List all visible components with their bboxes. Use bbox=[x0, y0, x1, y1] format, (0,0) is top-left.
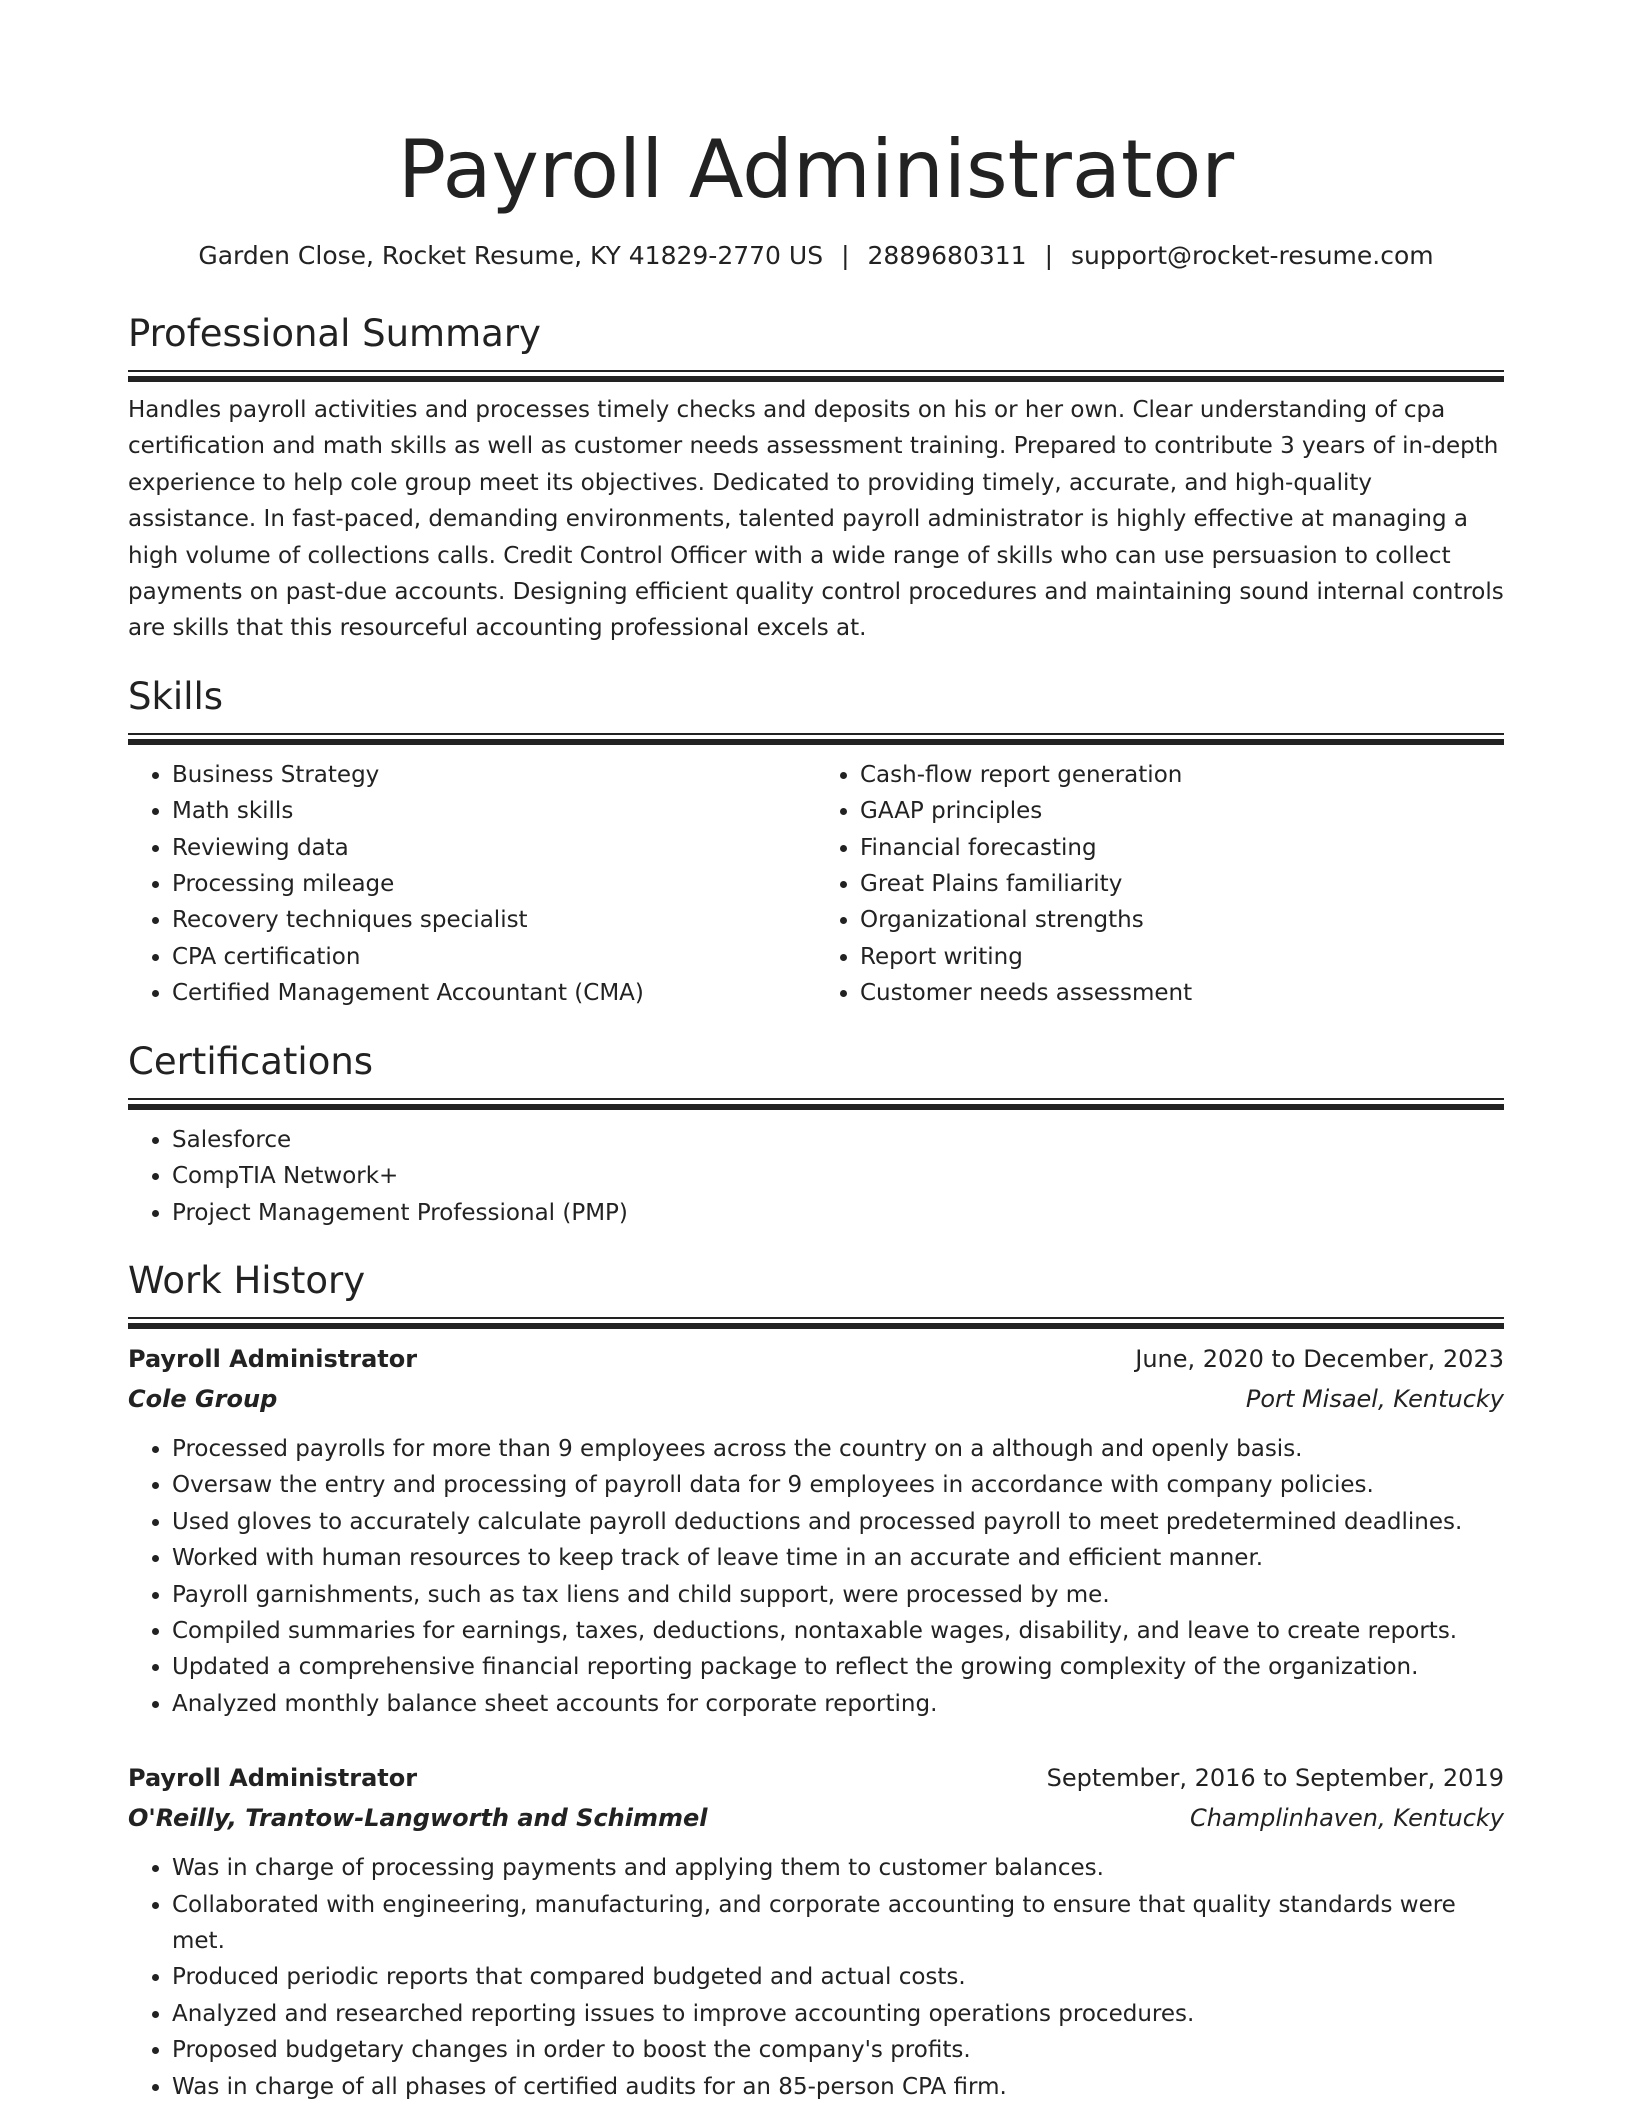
summary-text: Handles payroll activities and processes timely checks and deposits on his or her own. Clear understanding of cpa certification and math skills as well as customer needs assessment training. Prepared to contribute 3 years of in-depth experience to help cole group meet its objectives. Dedicated to providing timely, accurate, and high-quality assistance. In fast-paced, demanding environments, talented payroll administrator is highly effective at managing a high volume of collections calls. Credit Control Officer with a wide range of skills who can use persuasion to collect payments on past-due accounts. Designing efficient quality control procedures and maintaining sound internal controls are skills that this resourceful accounting professional excels at. bbox=[128, 397, 1504, 642]
skills-heading: Skills bbox=[128, 674, 224, 718]
skill-item: • Financial forecasting bbox=[860, 830, 1504, 866]
certification-item: • Project Management Professional (PMP) bbox=[172, 1195, 1504, 1231]
job-title: Payroll Administrator bbox=[128, 1764, 418, 1793]
job-bullet: • Used gloves to accurately calculate payroll deductions and processed payroll to meet predetermined deadlines. bbox=[172, 1504, 1504, 1540]
contact-email: support@rocket-resume.com bbox=[1071, 241, 1434, 270]
contact-line bbox=[128, 240, 1504, 272]
skills-section bbox=[128, 673, 1504, 1012]
job-bullet: • Worked with human resources to keep track of leave time in an accurate and efficient manner. bbox=[172, 1540, 1504, 1576]
skill-item: • Math skills bbox=[172, 793, 816, 829]
job-bullet: • Was in charge of all phases of certified audits for an 85-person CPA firm. bbox=[172, 2069, 1504, 2105]
work-history-heading: Work History bbox=[128, 1258, 366, 1302]
job-bullet: • Oversaw the entry and processing of payroll data for 9 employees in accordance with company policies. bbox=[172, 1467, 1504, 1503]
skill-item: • Organizational strengths bbox=[860, 902, 1504, 938]
job-bullet: • Was in charge of processing payments and applying them to customer balances. bbox=[172, 1850, 1504, 1886]
contact-separator: | bbox=[1044, 241, 1054, 270]
job-entry bbox=[128, 1339, 1504, 1722]
skill-item: • CPA certification bbox=[172, 939, 816, 975]
resume-name: Payroll Administrator bbox=[397, 123, 1235, 216]
skill-item: • Processing mileage bbox=[172, 866, 816, 902]
job-dates: September, 2016 to September, 2019 bbox=[1046, 1764, 1504, 1793]
summary-section bbox=[128, 310, 1504, 647]
skill-item: • Report writing bbox=[860, 939, 1504, 975]
job-bullet: • Updated a comprehensive financial reporting package to reflect the growing complexity of the organization. bbox=[172, 1649, 1504, 1685]
job-title: Payroll Administrator bbox=[128, 1344, 418, 1373]
job-entry bbox=[128, 1758, 1504, 2105]
job-bullet: • Analyzed monthly balance sheet accounts for corporate reporting. bbox=[172, 1686, 1504, 1722]
skill-item: • Recovery techniques specialist bbox=[172, 902, 816, 938]
skill-item: • Great Plains familiarity bbox=[860, 866, 1504, 902]
job-header-row bbox=[128, 1339, 1504, 1379]
certifications-section bbox=[128, 1038, 1504, 1231]
contact-address: Garden Close, Rocket Resume, KY 41829-2770 US bbox=[198, 241, 824, 270]
job-bullet: • Processed payrolls for more than 9 employees across the country on a although and openly basis. bbox=[172, 1431, 1504, 1467]
skill-item: • Customer needs assessment bbox=[860, 975, 1504, 1011]
job-company: Cole Group bbox=[128, 1384, 278, 1413]
skill-item: • Reviewing data bbox=[172, 830, 816, 866]
skill-item: • Certified Management Accountant (CMA) bbox=[172, 975, 816, 1011]
job-bullet: • Produced periodic reports that compared budgeted and actual costs. bbox=[172, 1959, 1504, 1995]
job-bullet: • Collaborated with engineering, manufacturing, and corporate accounting to ensure that quality standards were met. bbox=[172, 1887, 1504, 1960]
skills-columns bbox=[128, 757, 1504, 1012]
job-bullet: • Compiled summaries for earnings, taxes, deductions, nontaxable wages, disability, and leave to create reports. bbox=[172, 1613, 1504, 1649]
skill-item: • GAAP principles bbox=[860, 793, 1504, 829]
job-dates: June, 2020 to December, 2023 bbox=[1135, 1344, 1504, 1373]
job-company-row bbox=[128, 1798, 1504, 1838]
skills-list-left bbox=[128, 757, 816, 1012]
skill-item: • Cash-flow report generation bbox=[860, 757, 1504, 793]
job-bullet: • Proposed budgetary changes in order to boost the company's profits. bbox=[172, 2032, 1504, 2068]
contact-separator: | bbox=[841, 241, 850, 270]
contact-phone: 2889680311 bbox=[867, 241, 1027, 270]
certification-item: • Salesforce bbox=[172, 1122, 1504, 1158]
job-bullet: • Payroll garnishments, such as tax liens and child support, were processed by me. bbox=[172, 1577, 1504, 1613]
section-rule bbox=[128, 1098, 1504, 1104]
job-bullet: • Analyzed and researched reporting issues to improve accounting operations procedures. bbox=[172, 1996, 1504, 2032]
job-bullets bbox=[128, 1431, 1504, 1722]
job-location: Champlinhaven, Kentucky bbox=[1190, 1804, 1504, 1833]
job-company: O'Reilly, Trantow-Langworth and Schimmel bbox=[128, 1804, 708, 1833]
certifications-list bbox=[128, 1122, 1504, 1231]
job-company-row bbox=[128, 1379, 1504, 1419]
job-location: Port Misael, Kentucky bbox=[1245, 1384, 1504, 1413]
job-header-row bbox=[128, 1758, 1504, 1798]
certifications-heading: Certifications bbox=[128, 1039, 374, 1083]
section-rule bbox=[128, 1317, 1504, 1323]
skills-list-right bbox=[816, 757, 1504, 1012]
section-rule bbox=[128, 370, 1504, 376]
skill-item: • Business Strategy bbox=[172, 757, 816, 793]
work-history-section bbox=[128, 1257, 1504, 2105]
certification-item: • CompTIA Network+ bbox=[172, 1158, 1504, 1194]
summary-heading: Professional Summary bbox=[128, 312, 541, 355]
section-rule bbox=[128, 733, 1504, 739]
job-bullets bbox=[128, 1850, 1504, 2105]
